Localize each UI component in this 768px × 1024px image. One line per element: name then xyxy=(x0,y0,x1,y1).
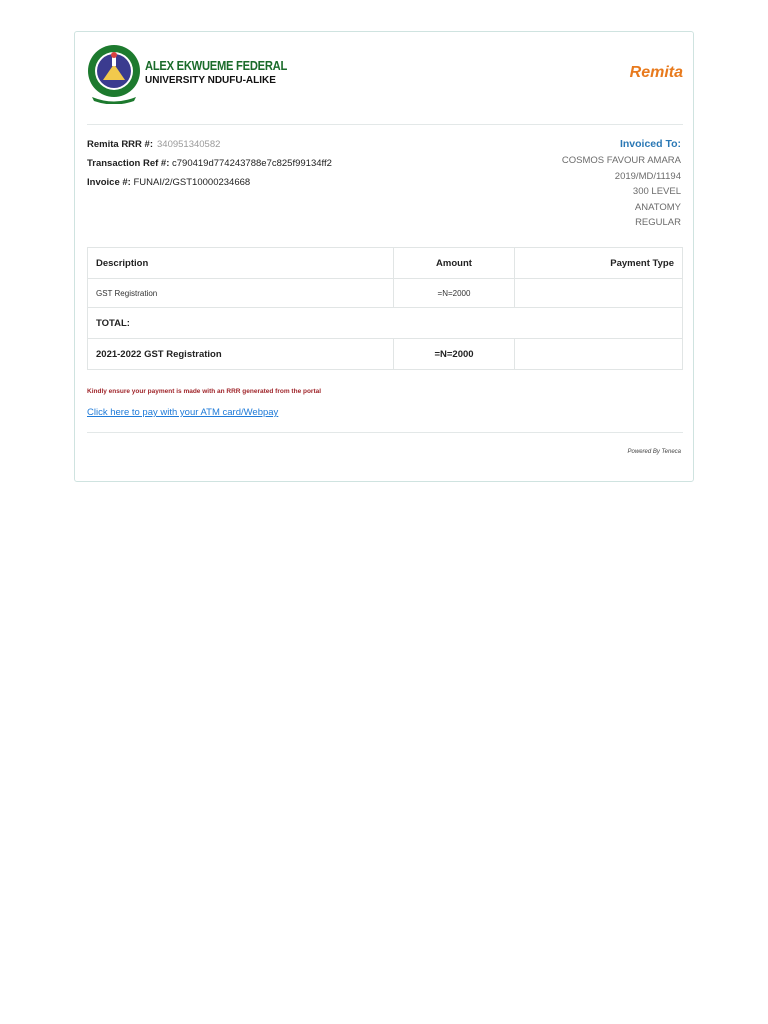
summary-amount: =N=2000 xyxy=(394,339,515,370)
invoice-meta xyxy=(87,135,332,192)
payer-level: 300 LEVEL xyxy=(632,186,681,197)
payer-department: ANATOMY xyxy=(634,201,681,213)
transaction-ref-value: c790419d774243788e7c825f99134ff2 xyxy=(172,158,332,169)
rrr-notice: Kindly ensure your payment is made with an RRR generated from the portal xyxy=(87,388,322,395)
item-amount: =N=2000 xyxy=(394,279,515,308)
transaction-ref-label: Transaction Ref #: xyxy=(87,158,170,169)
total-label: TOTAL: xyxy=(88,308,683,339)
remita-logo-text: Remita xyxy=(629,64,683,81)
invoiced-to-title: Invoiced To: xyxy=(619,138,681,150)
university-logo xyxy=(87,42,141,104)
rrr-value[interactable]: 340951340582 xyxy=(157,139,221,150)
table-row xyxy=(88,279,683,308)
item-description: GST Registration xyxy=(88,279,394,308)
invoice-header xyxy=(87,42,683,122)
total-row xyxy=(88,308,683,339)
footer-divider xyxy=(87,432,683,433)
payer-name: COSMOS FAVOUR AMARA xyxy=(561,155,681,166)
invoice-number-value: FUNAI/2/GST10000234668 xyxy=(133,177,251,188)
summary-description: 2021-2022 GST Registration xyxy=(88,339,394,370)
remita-logo xyxy=(630,64,683,82)
invoice-card xyxy=(74,31,694,482)
invoice-items-table xyxy=(87,247,683,370)
summary-row xyxy=(88,339,683,370)
university-name-line2: UNIVERSITY NDUFU-ALIKE xyxy=(145,75,276,86)
rrr-label: Remita RRR #: xyxy=(87,139,153,150)
invoice-number-row xyxy=(87,173,332,192)
payer-reg-no: 2019/MD/11194 xyxy=(614,170,681,182)
payer-mode: REGULAR xyxy=(635,217,681,228)
header-divider xyxy=(87,124,683,125)
summary-payment-type xyxy=(515,339,683,370)
invoiced-to-block xyxy=(562,135,681,231)
university-name-line1: ALEX EKWUEME FEDERAL xyxy=(145,58,288,73)
rrr-row xyxy=(87,135,332,154)
invoice-number-label: Invoice #: xyxy=(87,177,131,188)
powered-by-text: Powered By Teneca xyxy=(627,449,681,455)
table-header-row xyxy=(88,248,683,279)
column-header-payment-type: Payment Type xyxy=(515,248,683,279)
item-payment-type xyxy=(515,279,683,308)
pay-with-card-link[interactable]: Click here to pay with your ATM card/Webpay xyxy=(87,407,279,418)
transaction-ref-row xyxy=(87,154,332,173)
column-header-description: Description xyxy=(88,248,394,279)
column-header-amount: Amount xyxy=(394,248,515,279)
